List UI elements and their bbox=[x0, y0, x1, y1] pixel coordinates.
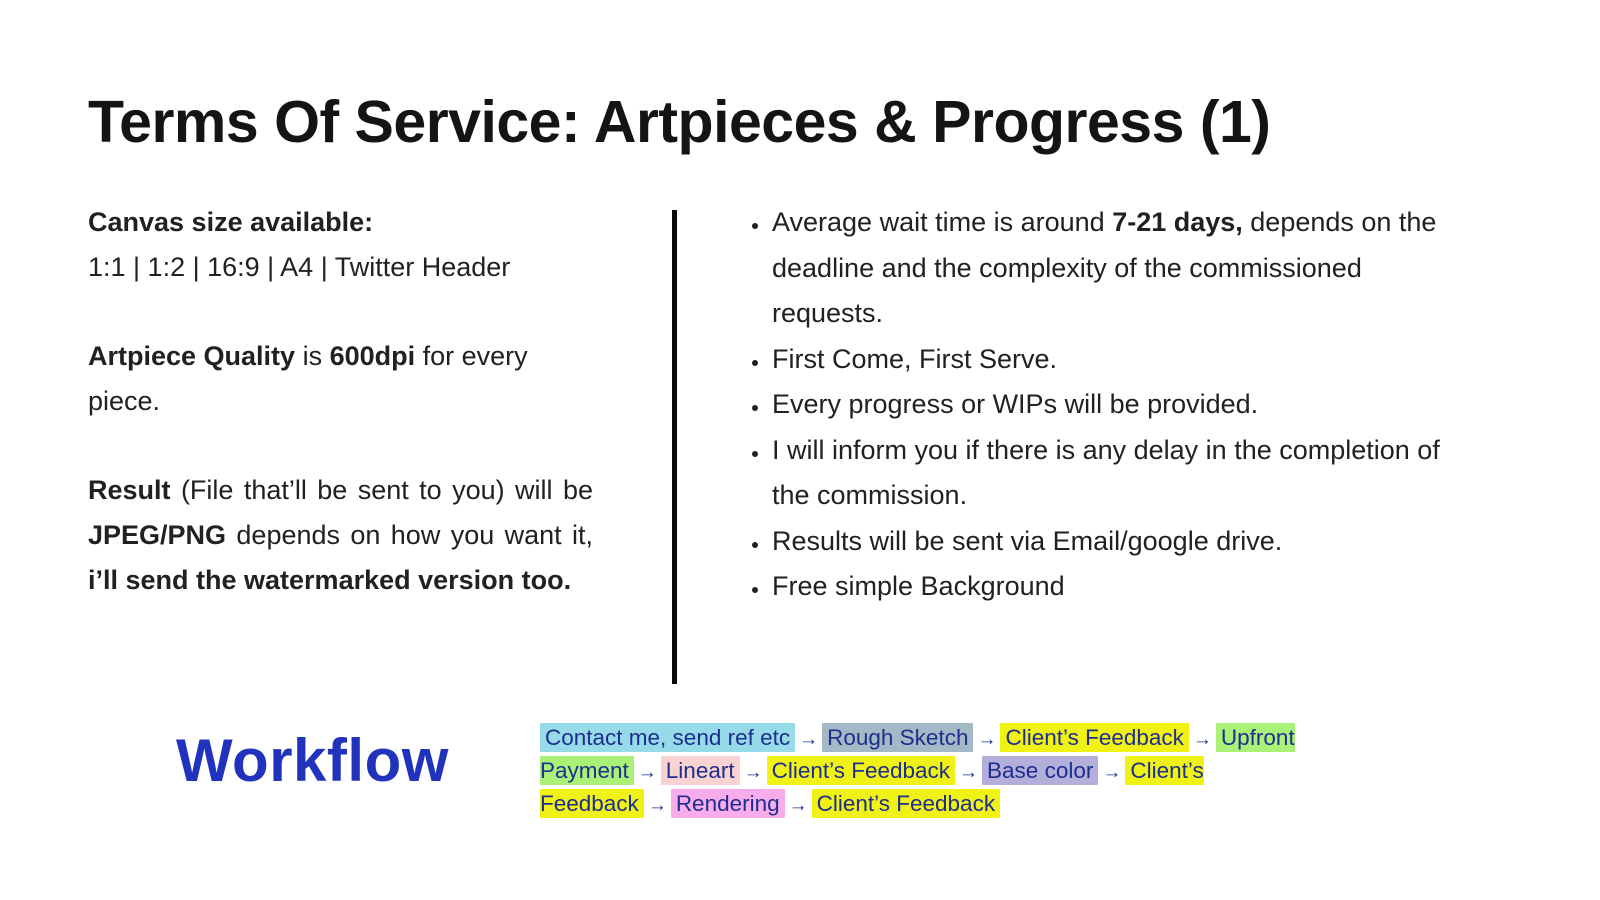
workflow-step: Client’s Feedback bbox=[1000, 723, 1188, 752]
arrow-right-icon: → bbox=[799, 729, 819, 750]
arrow-right-icon: → bbox=[1102, 762, 1122, 783]
bullet-item-background bbox=[770, 564, 1470, 610]
workflow-heading: Workflow bbox=[176, 727, 449, 794]
bullet-item-wait-time bbox=[770, 200, 1470, 337]
workflow-step: Rough Sketch bbox=[822, 723, 973, 752]
bullet-item-wips bbox=[770, 382, 1470, 428]
arrow-right-icon: → bbox=[647, 795, 667, 816]
text-segment: 1:1 | 1:2 | 16:9 | A4 | Twitter Header bbox=[88, 252, 511, 282]
text-segment: 600dpi bbox=[329, 341, 416, 371]
arrow-right-icon: → bbox=[788, 795, 808, 816]
bullet-item-delivery bbox=[770, 519, 1470, 565]
arrow-right-icon: → bbox=[977, 729, 997, 750]
workflow-step: Contact me, send ref etc bbox=[540, 723, 795, 752]
canvas-size-heading bbox=[88, 200, 593, 245]
text-segment: 7-21 days, bbox=[1112, 207, 1243, 237]
text-segment: for every piece. bbox=[88, 341, 528, 416]
text-segment: is bbox=[295, 341, 330, 371]
text-segment: First Come, First Serve. bbox=[772, 343, 1058, 374]
text-segment: JPEG/PNG bbox=[88, 520, 227, 550]
arrow-right-icon: → bbox=[959, 762, 979, 783]
page-title: Terms Of Service: Artpieces & Progress (1) bbox=[88, 89, 1271, 155]
workflow-step: Rendering bbox=[671, 789, 785, 818]
text-segment: i’ll send the watermarked version too. bbox=[88, 565, 572, 595]
workflow-steps bbox=[540, 722, 1455, 821]
text-segment: Result bbox=[88, 475, 171, 505]
workflow-step: Client’s Feedback bbox=[767, 756, 955, 785]
text-segment: Canvas size available: bbox=[88, 207, 374, 237]
canvas-size-options bbox=[88, 245, 593, 290]
bullet-item-delay bbox=[770, 428, 1470, 519]
text-segment: Average wait time is around bbox=[772, 207, 1113, 237]
workflow-step: Client’s Feedback bbox=[540, 758, 1204, 816]
artpiece-quality-paragraph bbox=[88, 334, 593, 424]
left-column bbox=[88, 200, 593, 603]
text-segment: Every progress or WIPs will be provided. bbox=[772, 389, 1259, 419]
text-segment: (File that’ll be sent to you) will be bbox=[170, 475, 593, 505]
column-divider bbox=[672, 210, 677, 684]
bullet-item-first-come bbox=[770, 337, 1470, 383]
text-segment: Artpiece Quality bbox=[88, 341, 296, 371]
result-paragraph bbox=[88, 468, 593, 603]
text-segment: depends on how you want it, bbox=[226, 520, 593, 550]
arrow-right-icon: → bbox=[637, 762, 657, 783]
workflow-step: Lineart bbox=[661, 756, 740, 785]
workflow-step: Upfront Payment bbox=[540, 725, 1295, 783]
text-segment: I will inform you if there is any delay in the completion of the commission. bbox=[772, 434, 1440, 510]
arrow-right-icon: → bbox=[743, 762, 763, 783]
workflow-step: Base color bbox=[982, 756, 1098, 785]
workflow-step: Client’s Feedback bbox=[812, 789, 1000, 818]
terms-bullet-list bbox=[740, 200, 1470, 610]
text-segment: Results will be sent via Email/google drive. bbox=[772, 525, 1283, 556]
text-segment: Free simple Background bbox=[772, 571, 1065, 601]
text-segment: depends on the deadline and the complexity of the commissioned requests. bbox=[772, 207, 1437, 328]
arrow-right-icon: → bbox=[1192, 729, 1212, 750]
